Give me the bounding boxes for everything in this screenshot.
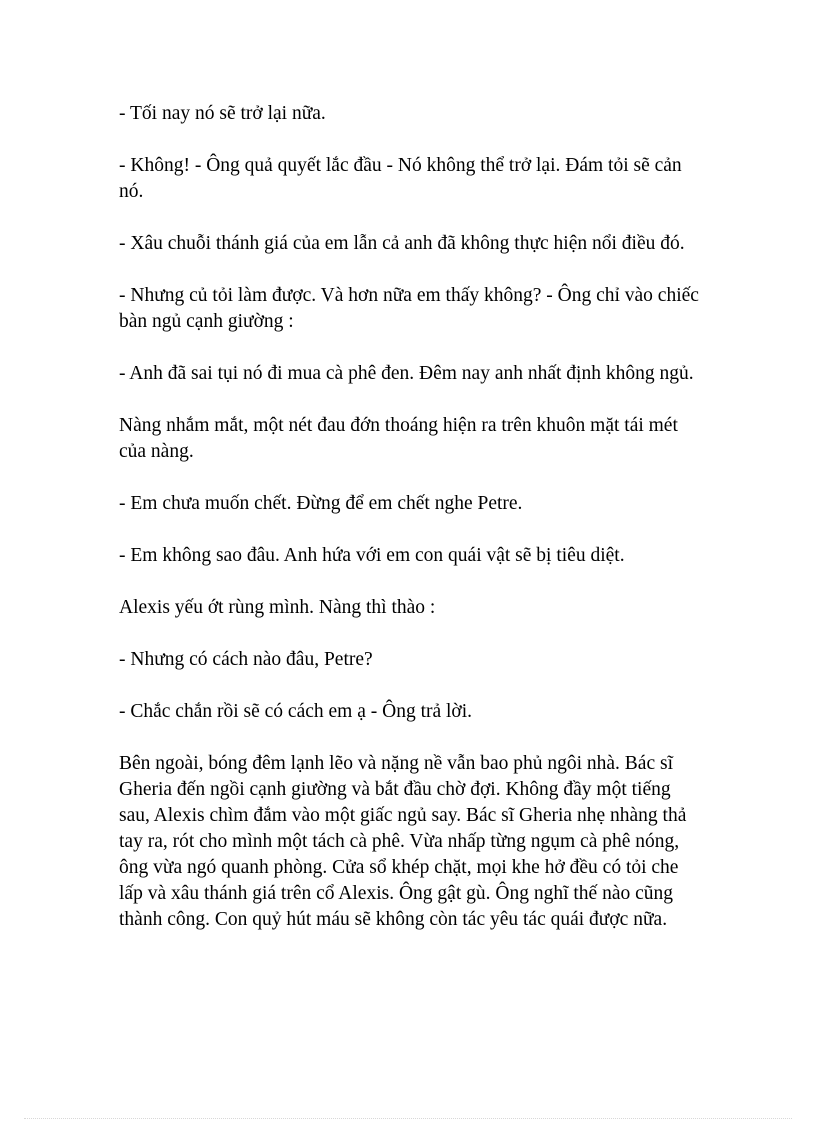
paragraph: Bên ngoài, bóng đêm lạnh lẽo và nặng nề vẫn bao phủ ngôi nhà. Bác sĩ Gheria đến ngồi cạnh giường và bắt đầu chờ đợi. Không đầy một tiếng sau, Alexis chìm đắm vào một giấc ngủ say. Bác sĩ Gheria nhẹ nhàng thả tay ra, rót cho mình một tách cà phê. Vừa nhấp từng ngụm cà phê nóng, ông vừa ngó quanh phòng. Cửa sổ khép chặt, mọi khe hở đều có tỏi che lấp và xâu thánh giá trên cổ Alexis. Ông gật gù. Ông nghĩ thế nào cũng thành công. Con quỷ hút máu sẽ không còn tác yêu tác quái được nữa.	[119, 753, 687, 930]
paragraph: - Anh đã sai tụi nó đi mua cà phê đen. Đêm nay anh nhất định không ngủ.	[119, 363, 694, 384]
paragraph: Alexis yếu ớt rùng mình. Nàng thì thào :	[119, 597, 436, 618]
paragraph: - Chắc chắn rồi sẽ có cách em ạ - Ông trả lời.	[119, 701, 473, 722]
paragraph: - Em chưa muốn chết. Đừng để em chết nghe Petre.	[119, 493, 523, 514]
paragraph: - Nhưng có cách nào đâu, Petre?	[119, 649, 373, 670]
page-bottom-divider	[24, 1118, 792, 1119]
paragraph: - Không! - Ông quả quyết lắc đầu - Nó không thể trở lại. Đám tỏi sẽ cản nó.	[119, 155, 682, 202]
paragraph: - Em không sao đâu. Anh hứa với em con quái vật sẽ bị tiêu diệt.	[119, 545, 625, 566]
paragraph: - Tối nay nó sẽ trở lại nữa.	[119, 103, 326, 124]
paragraph: Nàng nhắm mắt, một nét đau đớn thoáng hiện ra trên khuôn mặt tái mét của nàng.	[119, 415, 678, 462]
document-body	[119, 101, 704, 933]
paragraph: - Xâu chuỗi thánh giá của em lẫn cả anh đã không thực hiện nổi điều đó.	[119, 233, 685, 254]
paragraph: - Nhưng củ tỏi làm được. Và hơn nữa em thấy không? - Ông chỉ vào chiếc bàn ngủ cạnh giường :	[119, 285, 699, 332]
